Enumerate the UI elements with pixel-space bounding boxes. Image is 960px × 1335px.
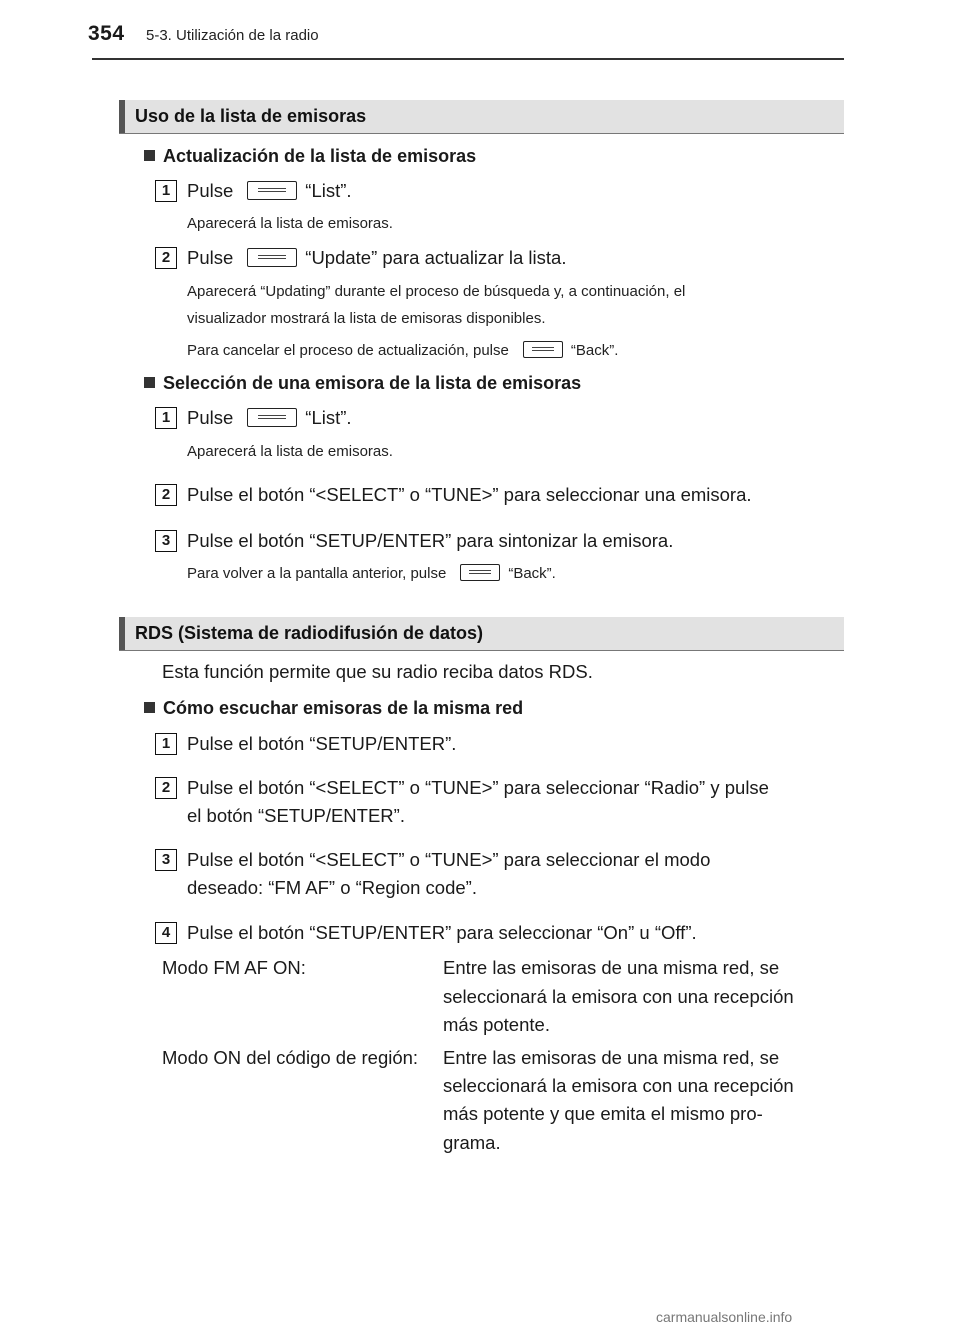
step-note: Aparecerá la lista de emisoras. — [187, 443, 393, 460]
note-text-pre: Para cancelar el proceso de actualización, pulse — [187, 342, 509, 359]
step-text: Pulse el botón “<SELECT” o “TUNE>” para seleccionar el modo — [187, 849, 711, 870]
section-heading: Uso de la lista de emisoras — [135, 106, 367, 126]
square-bullet-icon — [144, 377, 155, 388]
mode-description: más potente. — [443, 1014, 550, 1035]
step-number-badge: 1 — [155, 407, 177, 429]
step-text-post: “List”. — [305, 180, 352, 201]
function-button-icon — [460, 564, 500, 581]
mode-description: más potente y que emita el mismo pro- — [443, 1103, 763, 1124]
step-note — [187, 341, 618, 359]
subheading-select-station — [144, 373, 581, 394]
subheading-update-list — [144, 146, 476, 167]
step-number-badge: 2 — [155, 777, 177, 799]
mode-description: grama. — [443, 1132, 501, 1153]
step-text: el botón “SETUP/ENTER”. — [187, 805, 405, 826]
step-text-post: “List”. — [305, 407, 352, 428]
step-text-pre: Pulse — [187, 180, 234, 201]
section-bar-station-list — [119, 100, 844, 134]
subheading-text: Selección de una emisora de la lista de emisoras — [163, 373, 582, 393]
step-number-badge: 1 — [155, 733, 177, 755]
step-note: Aparecerá la lista de emisoras. — [187, 215, 393, 232]
step-text — [187, 180, 352, 202]
section-title: 5-3. Utilización de la radio — [146, 27, 319, 44]
note-text-pre: Para volver a la pantalla anterior, pulse — [187, 565, 447, 582]
intro-text: Esta función permite que su radio reciba datos RDS. — [162, 661, 593, 682]
step-text-pre: Pulse — [187, 247, 234, 268]
step-number-badge: 2 — [155, 247, 177, 269]
mode-label: Modo ON del código de región: — [162, 1047, 419, 1068]
step-number-badge: 3 — [155, 849, 177, 871]
watermark: carmanualsonline.info — [656, 1309, 793, 1325]
step-text: Pulse el botón “SETUP/ENTER” para sintonizar la emisora. — [187, 530, 674, 551]
subheading-same-network — [144, 698, 523, 719]
mode-label: Modo FM AF ON: — [162, 957, 306, 978]
function-button-icon — [247, 181, 297, 200]
note-text-post: “Back”. — [570, 342, 619, 359]
step-text: Pulse el botón “SETUP/ENTER”. — [187, 733, 457, 754]
step-text: Pulse el botón “<SELECT” o “TUNE>” para seleccionar una emisora. — [187, 484, 752, 505]
step-text — [187, 247, 566, 269]
square-bullet-icon — [144, 702, 155, 713]
page-number: 354 — [88, 22, 125, 45]
section-bar-rds — [119, 617, 844, 651]
step-text: deseado: “FM AF” o “Region code”. — [187, 877, 477, 898]
step-note: Aparecerá “Updating” durante el proceso de búsqueda y, a continuación, el — [187, 283, 686, 300]
step-text: Pulse el botón “SETUP/ENTER” para seleccionar “On” u “Off”. — [187, 922, 697, 943]
mode-description: seleccionará la emisora con una recepción — [443, 986, 794, 1007]
note-text-post: “Back”. — [508, 565, 556, 582]
square-bullet-icon — [144, 150, 155, 161]
function-button-icon — [523, 341, 563, 358]
header-rule — [92, 58, 844, 60]
step-text-pre: Pulse — [187, 407, 234, 428]
step-note — [187, 564, 556, 582]
mode-description: Entre las emisoras de una misma red, se — [443, 1047, 780, 1068]
step-text — [187, 407, 352, 429]
step-number-badge: 3 — [155, 530, 177, 552]
step-number-badge: 2 — [155, 484, 177, 506]
section-bar-accent — [119, 617, 125, 650]
mode-description: seleccionará la emisora con una recepción — [443, 1075, 794, 1096]
step-text-post: “Update” para actualizar la lista. — [305, 247, 567, 268]
section-bar-accent — [119, 100, 125, 133]
mode-description: Entre las emisoras de una misma red, se — [443, 957, 780, 978]
step-text: Pulse el botón “<SELECT” o “TUNE>” para seleccionar “Radio” y pulse — [187, 777, 769, 798]
step-number-badge: 1 — [155, 180, 177, 202]
section-heading: RDS (Sistema de radiodifusión de datos) — [135, 623, 484, 643]
step-number-badge: 4 — [155, 922, 177, 944]
subheading-text: Cómo escuchar emisoras de la misma red — [163, 698, 524, 718]
function-button-icon — [247, 248, 297, 267]
step-note: visualizador mostrará la lista de emisoras disponibles. — [187, 310, 546, 327]
function-button-icon — [247, 408, 297, 427]
subheading-text: Actualización de la lista de emisoras — [163, 146, 477, 166]
